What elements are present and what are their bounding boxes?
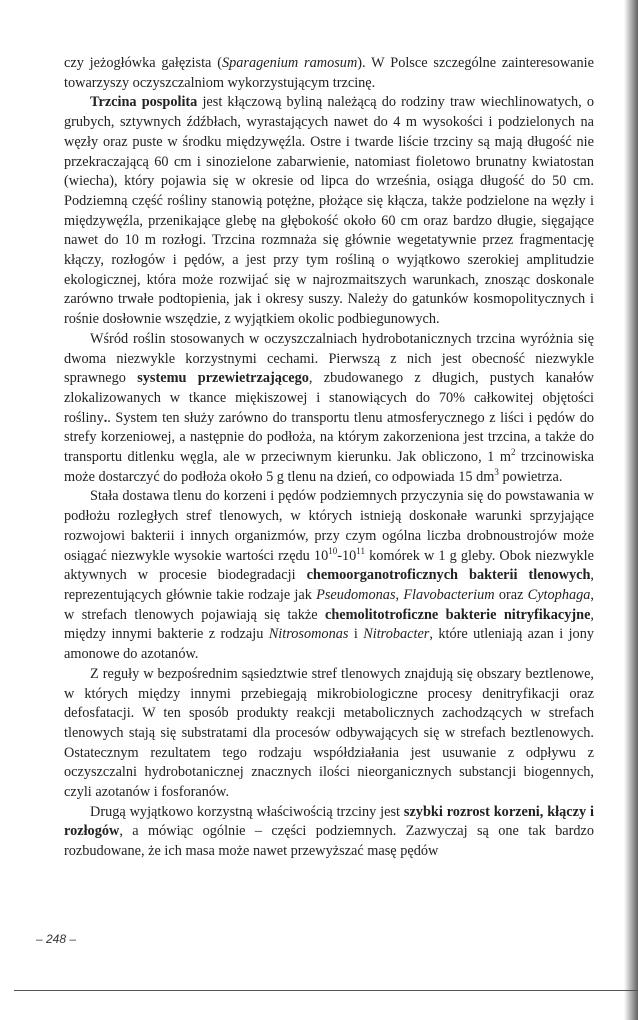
- latin-name: Cytophaga: [527, 586, 591, 603]
- superscript: 11: [356, 545, 365, 556]
- latin-name: Sparagenium ramosum: [221, 55, 358, 71]
- text-run: Wśród roślin stosowanych w oczyszczalniach hydrobotanicznych trzcina wyróżnia się dwoma niezwykle korzystnymi cechami. Pierwszą z nich jest obecność niezwykle sprawnego: [64, 330, 594, 387]
- paragraph-5: [64, 665, 594, 803]
- latin-name: Flavobacterium: [403, 586, 495, 603]
- text-run: Stała dostawa tlenu do korzeni i pędów podziemnych przyczynia się do powstawania w podłożu rozległych stref tlenowych, w których istnieją doskonałe warunki sprzyjające rozwojowi bakterii i innych organizmów, przy czym ogólna liczba drobnoustrojów może osiągać niezwykle wysokie wartości rzędu 10: [64, 488, 594, 564]
- term-chemoorganotroficzne: chemoorganotroficznych bakterii tlenowych: [306, 567, 591, 584]
- page-number: – 248 –: [36, 932, 77, 946]
- superscript: 2: [510, 447, 516, 458]
- text-run: . System ten służy zarówno do transportu tlenu atmosferycznego z liści i pędów do strefy korzeniowej, a następnie do podłoża, na którym zakorzeniona jest trzcina, a także do transportu ditlenku węgla, ale w przeciwnym kierunku. Jak obliczono, 1 m: [64, 409, 594, 466]
- paragraph-3: [64, 330, 594, 488]
- text-run: oraz: [494, 586, 528, 603]
- bottom-rule: [14, 990, 638, 991]
- term-trzcina-pospolita: Trzcina pospolita: [90, 94, 198, 111]
- latin-name: Nitrosomonas: [268, 626, 349, 643]
- text-run: , w strefach tlenowych pojawiają się także: [64, 586, 594, 623]
- page-edge-shadow: [624, 0, 638, 1020]
- text-run: , zbudowanego z długich, pustych kanałów zlokalizowanych w tkance miękiszowej i stanowiących do 70% całkowitej objętości rośliny: [64, 370, 594, 426]
- text-run: Z reguły w bezpośrednim sąsiedztwie stref tlenowych znajdują się obszary beztlenowe, w których między innymi przebiegają mikrobiologiczne procesy denitryfikacji oraz defosfatacji. W ten sposób produkty reakcji metabolicznych zachodzących w strefach tlenowych stają się substratami dla procesów odbywających się w strefach beztlenowych. Ostatecznym rezultatem tego rodzaju współdziałania jest usuwanie z odpływu z oczyszczalni hydrobotanicznej znacznych ilości nieorganicznych substancji biogennych, czyli azotanów i fosforanów.: [64, 665, 594, 801]
- text-run: ,: [395, 586, 404, 603]
- bold-period: .: [103, 409, 108, 426]
- superscript: 3: [494, 467, 499, 477]
- text-run: , między innymi bakterie z rodzaju: [64, 606, 594, 643]
- text-run: trzcinowiska może dostarczyć do podłoża około 5 g tlenu na dzień, co odpowiada 15 dm: [64, 449, 594, 485]
- paragraph-6: [64, 803, 594, 862]
- text-run: i: [348, 626, 364, 643]
- paragraph-1: [64, 54, 594, 93]
- text-run: -10: [337, 547, 357, 564]
- text-run: czy jeżogłówka gałęzista (: [64, 55, 222, 71]
- latin-name: Nitrobacter: [363, 626, 430, 643]
- text-run: , a mówiąc ogólnie – części podziemnych. Zazwyczaj są one tak bardzo rozbudowane, że ich masa może nawet przewyższać masę pędów: [64, 823, 594, 860]
- superscript: 10: [328, 545, 338, 556]
- latin-name: Pseudomonas: [316, 586, 396, 603]
- paragraph-2: [64, 93, 594, 329]
- text-run: , reprezentujących głównie takie rodzaje jak: [64, 567, 594, 603]
- paragraph-4: [64, 487, 594, 664]
- text-run: jest kłączową byliną należącą do rodziny traw wiechlinowatych, o grubych, sztywnych źdźbłach, wyrastających nawet do 4 m wysokości i podzielonych na węzły oraz puste w środku międzywęźla. Ostre i twarde liście trzciny są mają długość nie przekraczającą 60 cm i sinozielone zabarwienie, natomiast fioletowo brunatny kwiatostan (wiecha), który pojawia się w okresie od lipca do września, osiąga długość do 50 cm. Podziemną część rośliny stanowią potężne, płożące się kłącza, także podzielone na węzły i międzywęźla, przenikające glebę na głębokość około 60 cm oraz bardzo długie, sięgające nawet do 10 m rozłogi. Trzcina rozmnaża się głównie wegetatywnie przez fragmentację kłączy, rozłogów i pędów, a jest przy tym rośliną o wyjątkowo szerokiej amplitudzie ekologicznej, która może rozwijać się w najrozmaitszych warunkach, znosząc doskonale zarówno trwałe podtopienia, jak i okresy suszy. Należy do gatunków kosmopolitycznych i rośnie dosłownie wszędzie, z wyjątkiem okolic podbiegunowych.: [64, 94, 594, 328]
- text-run: , które utleniają azan i jony amonowe do azotanów.: [64, 626, 595, 663]
- text-run: Drugą wyjątkowo korzystną właściwością trzciny jest: [90, 803, 404, 820]
- text-run: komórek w 1 g gleby. Obok niezwykle aktywnych w procesie biodegradacji: [64, 547, 594, 584]
- term-szybki-rozrost: szybki rozrost korzeni, kłączy i rozłogów: [64, 803, 594, 840]
- page-body: [64, 54, 594, 862]
- term-chemolitotroficzne: chemolitotroficzne bakterie nitryfikacyjne: [325, 606, 591, 623]
- term-system-przewietrzajacy: systemu przewietrzającego: [137, 370, 309, 387]
- text-run: powietrza.: [498, 468, 563, 485]
- text-run: ). W Polsce szczególne zainteresowanie towarzyszy oczyszczalniom wykorzystującym trzcinę.: [64, 55, 595, 91]
